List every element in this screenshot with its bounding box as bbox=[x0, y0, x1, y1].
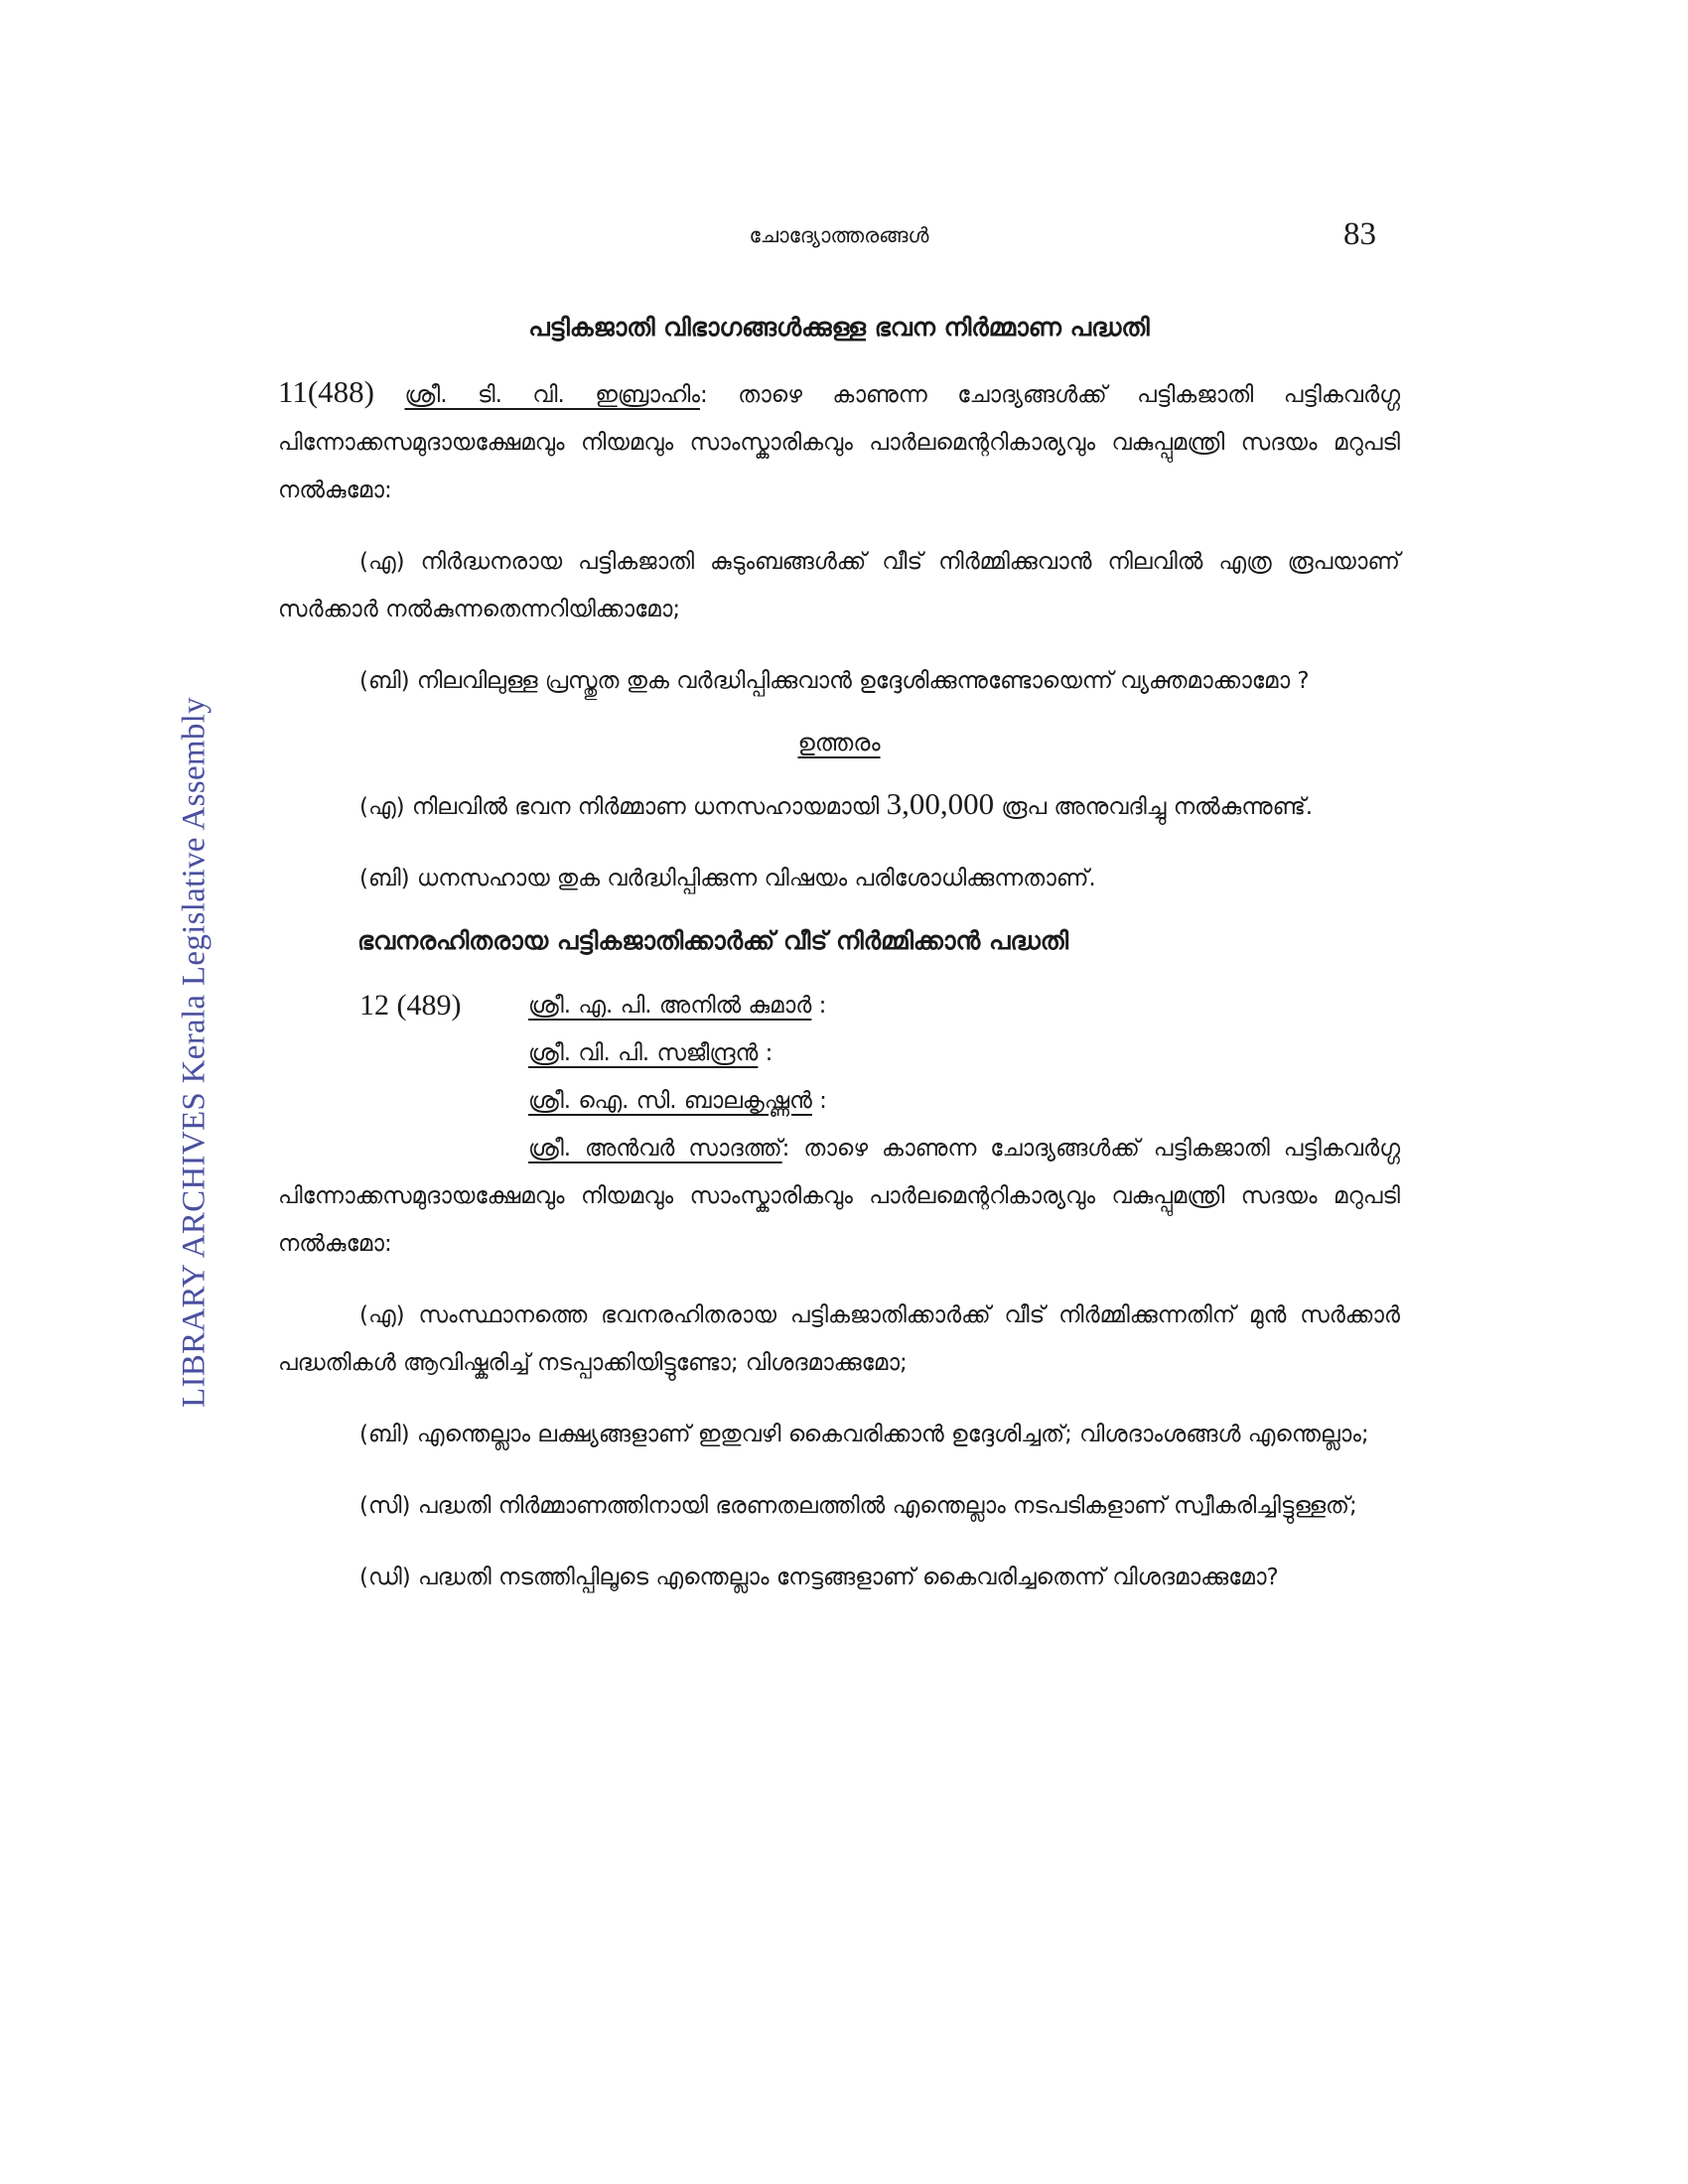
member-2-name: ശ്രീ. വി. പി. സജീന്ദ്രൻ bbox=[528, 1040, 759, 1066]
question-12-heading: ഭവനരഹിതരായ പട്ടികജാതിക്കാർക്ക് വീട് നിർമ്മിക്കാൻ പദ്ധതി bbox=[357, 926, 1069, 955]
member-row-2 bbox=[278, 1029, 1400, 1077]
question-12-part-b: (ബി) എന്തെല്ലാം ലക്ഷ്യങ്ങളാണ് ഇതുവഴി കൈവരിക്കാൻ ഉദ്ദേശിച്ചത്; വിശദാംശങ്ങൾ എന്തെല്ലാം; bbox=[359, 1422, 1369, 1447]
member-2-colon: : bbox=[758, 1040, 774, 1066]
member-3 bbox=[528, 1077, 1400, 1125]
member-2 bbox=[528, 1029, 1400, 1077]
running-title: ചോദ്യോത്തരങ്ങൾ bbox=[749, 223, 929, 247]
blank-cell bbox=[278, 1077, 528, 1125]
question-12-intro bbox=[278, 1125, 1400, 1268]
member-row-3 bbox=[278, 1077, 1400, 1125]
page-number: 83 bbox=[1343, 216, 1376, 252]
question-12-number: 12 (489) bbox=[359, 989, 462, 1022]
answer-11-amount: 3,00,000 bbox=[886, 786, 995, 821]
question-11-part-b: (ബി) നിലവിലുള്ള പ്രസ്തുത തുക വർദ്ധിപ്പിക്കുവാൻ ഉദ്ദേശിക്കുന്നുണ്ടോയെന്ന് വ്യക്തമാക്കാമോ ? bbox=[359, 668, 1310, 694]
member-1 bbox=[528, 982, 1400, 1029]
answer-11-part-a-post: രൂപ അനുവദിച്ചു നൽകുന്നുണ്ട്. bbox=[994, 794, 1314, 820]
question-11-member: ശ്രീ. ടി. വി. ഇബ്രാഹിം bbox=[404, 382, 700, 408]
answer-11-part-a-pre: (എ) നിലവിൽ ഭവന നിർമ്മാണ ധനസഹായമായി bbox=[359, 794, 887, 820]
page-content bbox=[278, 313, 1400, 1625]
member-row-1 bbox=[278, 982, 1400, 1029]
answer-11-title: ഉത്തരം bbox=[797, 729, 881, 756]
member-1-colon: : bbox=[811, 993, 827, 1019]
answer-11-part-b: (ബി) ധനസഹായ തുക വർദ്ധിപ്പിക്കുന്ന വിഷയം പരിശോധിക്കുന്നതാണ്. bbox=[359, 866, 1096, 891]
question-11-intro bbox=[278, 368, 1400, 514]
question-11-heading: പട്ടികജാതി വിഭാഗങ്ങൾക്കുള്ള ഭവന നിർമ്മാണ പദ്ധതി bbox=[528, 313, 1150, 341]
question-11-number: 11(488) bbox=[278, 374, 374, 409]
member-3-colon: : bbox=[811, 1088, 827, 1114]
question-11-intro-text: : താഴെ കാണുന്ന ചോദ്യങ്ങൾക്ക് പട്ടികജാതി പട്ടികവർഗ്ഗ പിന്നോക്കസമുദായക്ഷേമവും നിയമവും സാംസ്കാരികവും പാർലമെന്ററികാര്യവും വകുപ്പുമന്ത്രി സദയം മറുപടി നൽകുമോ: bbox=[278, 382, 1401, 503]
question-12-members bbox=[278, 982, 1400, 1125]
question-12-part-a: (എ) സംസ്ഥാനത്തെ ഭവനരഹിതരായ പട്ടികജാതിക്കാർക്ക് വീട് നിർമ്മിക്കുന്നതിന് മുൻ സർക്കാർ പദ്ധതികൾ ആവിഷ്കരിച്ച് നടപ്പാക്കിയിട്ടുണ്ടോ; വിശദമാക്കുമോ; bbox=[278, 1302, 1400, 1376]
question-12-intro-text: : താഴെ കാണുന്ന ചോദ്യങ്ങൾക്ക് പട്ടികജാതി പട്ടികവർഗ്ഗ പിന്നോക്കസമുദായക്ഷേമവും നിയമവും സാംസ്കാരികവും പാർലമെന്ററികാര്യവും വകുപ്പുമന്ത്രി സദയം മറുപടി നൽകുമോ: bbox=[278, 1136, 1400, 1257]
blank-cell bbox=[278, 1029, 528, 1077]
archive-watermark: LIBRARY ARCHIVES Kerala Legislative Assembly bbox=[176, 697, 212, 1408]
question-12-part-d: (ഡി) പദ്ധതി നടത്തിപ്പിലൂടെ എന്തെല്ലാം നേട്ടങ്ങളാണ് കൈവരിച്ചതെന്ന് വിശദമാക്കുമോ? bbox=[359, 1565, 1279, 1590]
member-3-name: ശ്രീ. ഐ. സി. ബാലകൃഷ്ണൻ bbox=[528, 1088, 812, 1114]
answer-11-part-a bbox=[278, 780, 1400, 831]
member-1-name: ശ്രീ. എ. പി. അനിൽ കുമാർ bbox=[528, 993, 812, 1019]
question-12-part-c: (സി) പദ്ധതി നിർമ്മാണത്തിനായി ഭരണതലത്തിൽ എന്തെല്ലാം നടപടികളാണ് സ്വീകരിച്ചിട്ടുള്ളത്; bbox=[359, 1493, 1357, 1519]
question-11-part-a: (എ) നിർദ്ധനരായ പട്ടികജാതി കുടുംബങ്ങൾക്ക് വീട് നിർമ്മിക്കുവാൻ നിലവിൽ എത്ര രൂപയാണ് സർക്കാർ നൽകുന്നതെന്നറിയിക്കാമോ; bbox=[278, 549, 1400, 622]
member-4-name: ശ്രീ. അൻവർ സാദത്ത് bbox=[528, 1136, 782, 1161]
